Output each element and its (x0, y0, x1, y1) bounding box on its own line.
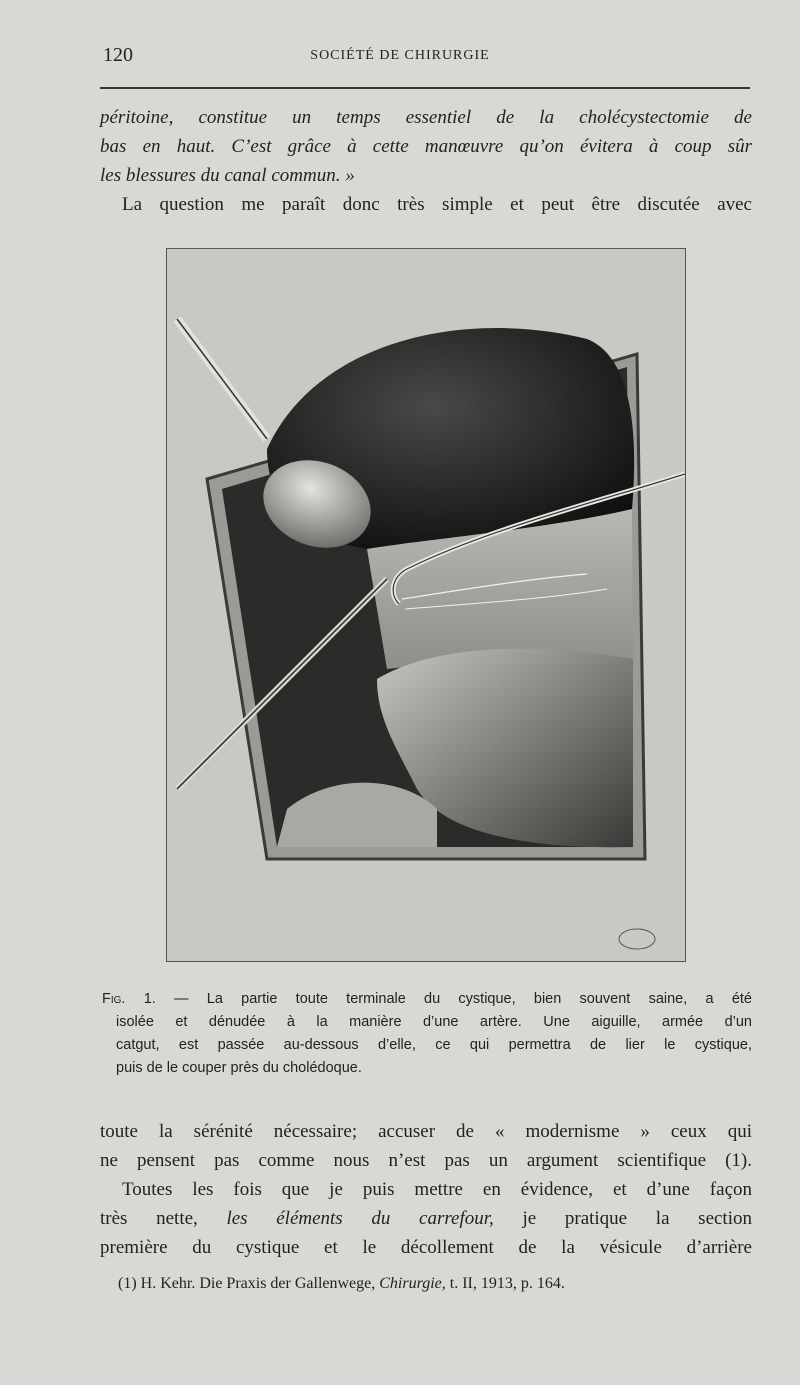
header-rule (100, 87, 750, 89)
bottom-paragraph (100, 1117, 752, 1262)
caption-line: La partie toute terminale du cystique, bien souvent saine, a été (206, 991, 752, 1007)
caption-line: catgut, est passée au-dessous d’elle, ce qui permettra de lier le cystique, (116, 1037, 752, 1053)
footnote (118, 1275, 565, 1293)
text-line: Toutes les fois que je puis mettre en évidence, et d’une façon (122, 1179, 752, 1200)
text-segment: très nette, (100, 1208, 198, 1229)
footnote-author: H. Kehr. Die Praxis der Gallenwege, (140, 1275, 376, 1292)
page-number: 120 (103, 44, 133, 66)
text-segment: je pratique la section (522, 1208, 752, 1229)
text-line: ne pensent pas comme nous n’est pas un argument scientifique (1). (100, 1150, 752, 1171)
caption-line: isolée et dénudée à la manière d’une artère. Une aiguille, armée d’un (116, 1014, 752, 1030)
figure-label: Fig. 1. — (102, 991, 189, 1007)
surgical-illustration (166, 248, 686, 962)
text-line: La question me paraît donc très simple et peut être discutée avec (122, 194, 752, 215)
caption-line: puis de le couper près du cholédoque. (116, 1060, 362, 1076)
figure-caption (102, 988, 752, 1080)
text-line: bas en haut. C’est grâce à cette manœuvre qu’on évitera à coup sûr (100, 136, 752, 157)
footnote-journal: Chirurgie, (379, 1275, 446, 1292)
italic-phrase: les éléments du carrefour, (226, 1208, 494, 1229)
running-title: SOCIÉTÉ DE CHIRURGIE (310, 48, 490, 63)
text-line: les blessures du canal commun. » (100, 165, 355, 186)
footnote-marker: (1) (118, 1275, 137, 1292)
text-line: première du cystique et le décollement de la vésicule d’arrière (100, 1237, 752, 1258)
text-line: péritoine, constitue un temps essentiel de la cholécystectomie de (100, 107, 752, 128)
footnote-details: t. II, 1913, p. 164. (449, 1275, 565, 1292)
text-line: toute la sérénité nécessaire; accuser de « modernisme » ceux qui (100, 1121, 752, 1142)
top-paragraph (100, 103, 752, 219)
illustration-drawing (167, 249, 686, 962)
